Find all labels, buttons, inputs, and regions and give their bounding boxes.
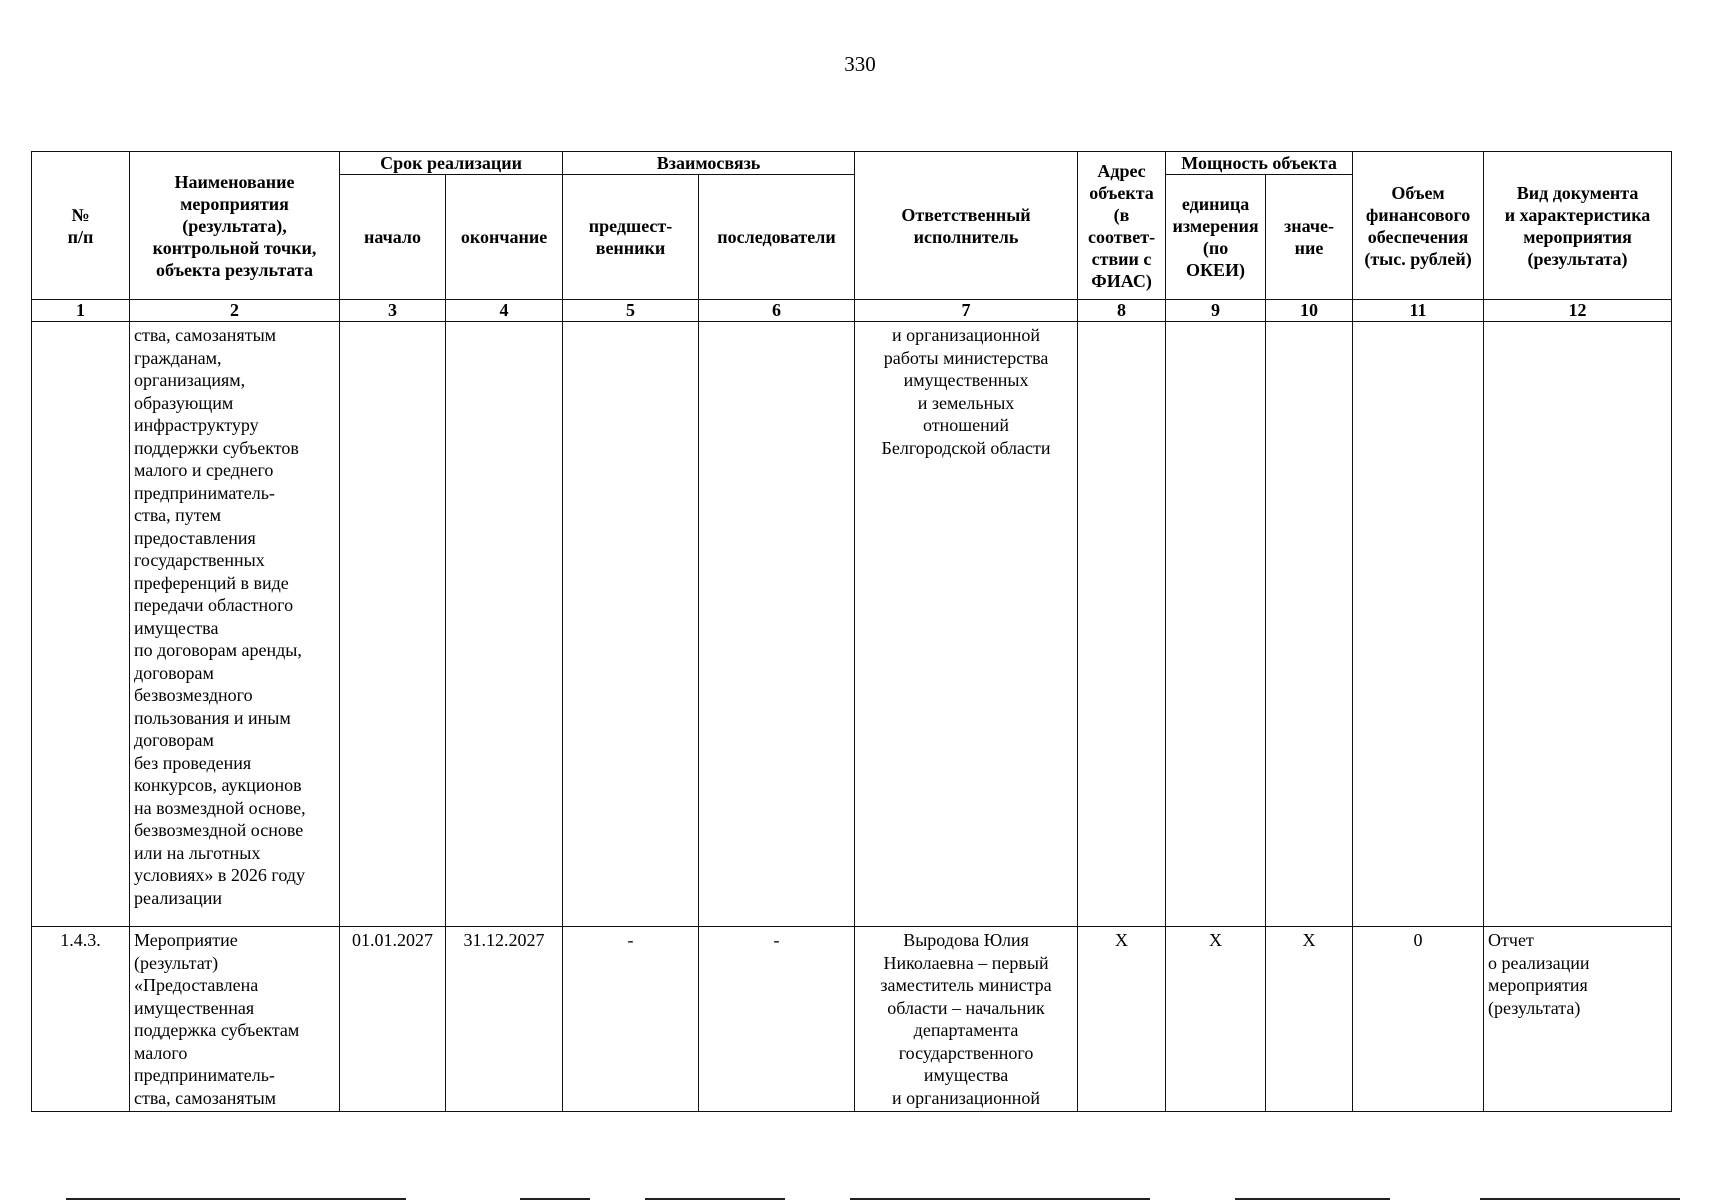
header-predecessors: предшест- венники (563, 175, 699, 300)
row-responsible: Выродова Юлия Николаевна – первый заместитель министра области – начальник департамента государственного имущества и организационной (855, 927, 1078, 1112)
column-number: 5 (563, 300, 699, 322)
row-start (340, 322, 446, 927)
row-document (1484, 322, 1672, 927)
row-value (1266, 322, 1353, 927)
header-group-srok: Срок реализации (340, 152, 563, 175)
row-name: ства, самозанятым гражданам, организациям, образующим инфраструктуру поддержки субъектов малого и среднего предприниматель- ства, путем предоставления государственных преференций в виде передачи областного имущества по договорам аренды, договорам безвозмездного пользования и иным договорам без проведения конкурсов, аукционов на возмездной основе, безвозмездной основе или на льготных условиях» в 2026 году реализации (130, 322, 340, 927)
page-number: 330 (844, 52, 876, 76)
row-financing (1353, 322, 1484, 927)
row-unit: X (1166, 927, 1266, 1112)
header-group-power: Мощность объекта (1166, 152, 1353, 175)
header-group-link: Взаимосвязь (563, 152, 855, 175)
row-financing: 0 (1353, 927, 1484, 1112)
column-number: 2 (130, 300, 340, 322)
row-predecessors: - (563, 927, 699, 1112)
column-number: 8 (1078, 300, 1166, 322)
row-document: Отчет о реализации мероприятия (результата) (1484, 927, 1672, 1112)
row-unit (1166, 322, 1266, 927)
table-row (32, 927, 1672, 1112)
row-start: 01.01.2027 (340, 927, 446, 1112)
header-end: окончание (446, 175, 563, 300)
column-number: 4 (446, 300, 563, 322)
header-start: начало (340, 175, 446, 300)
column-number: 6 (699, 300, 855, 322)
row-num (32, 322, 130, 927)
row-end (446, 322, 563, 927)
header-responsible: Ответственный исполнитель (855, 152, 1078, 300)
row-predecessors (563, 322, 699, 927)
row-address (1078, 322, 1166, 927)
column-number: 12 (1484, 300, 1672, 322)
column-number: 11 (1353, 300, 1484, 322)
row-successors (699, 322, 855, 927)
row-successors: - (699, 927, 855, 1112)
header-document: Вид документа и характеристика мероприятия (результата) (1484, 152, 1672, 300)
header-successors: последователи (699, 175, 855, 300)
row-value: X (1266, 927, 1353, 1112)
row-num: 1.4.3. (32, 927, 130, 1112)
column-number: 1 (32, 300, 130, 322)
row-address: X (1078, 927, 1166, 1112)
row-end: 31.12.2027 (446, 927, 563, 1112)
header-name: Наименование мероприятия (результата), контрольной точки, объекта результата (130, 152, 340, 300)
implementation-plan-table (31, 151, 1672, 1112)
column-number: 9 (1166, 300, 1266, 322)
header-value: значе- ние (1266, 175, 1353, 300)
row-name: Мероприятие (результат) «Предоставлена имущественная поддержка субъектам малого предприниматель- ства, самозанятым (130, 927, 340, 1112)
header-financing: Объем финансового обеспечения (тыс. рублей) (1353, 152, 1484, 300)
column-number: 7 (855, 300, 1078, 322)
header-num: № п/п (32, 152, 130, 300)
header-address: Адрес объекта (в соответ- ствии с ФИАС) (1078, 152, 1166, 300)
row-responsible: и организационной работы министерства имущественных и земельных отношений Белгородской области (855, 322, 1078, 927)
column-number: 10 (1266, 300, 1353, 322)
column-number: 3 (340, 300, 446, 322)
header-unit: единица измерения (по ОКЕИ) (1166, 175, 1266, 300)
table-row (32, 322, 1672, 927)
